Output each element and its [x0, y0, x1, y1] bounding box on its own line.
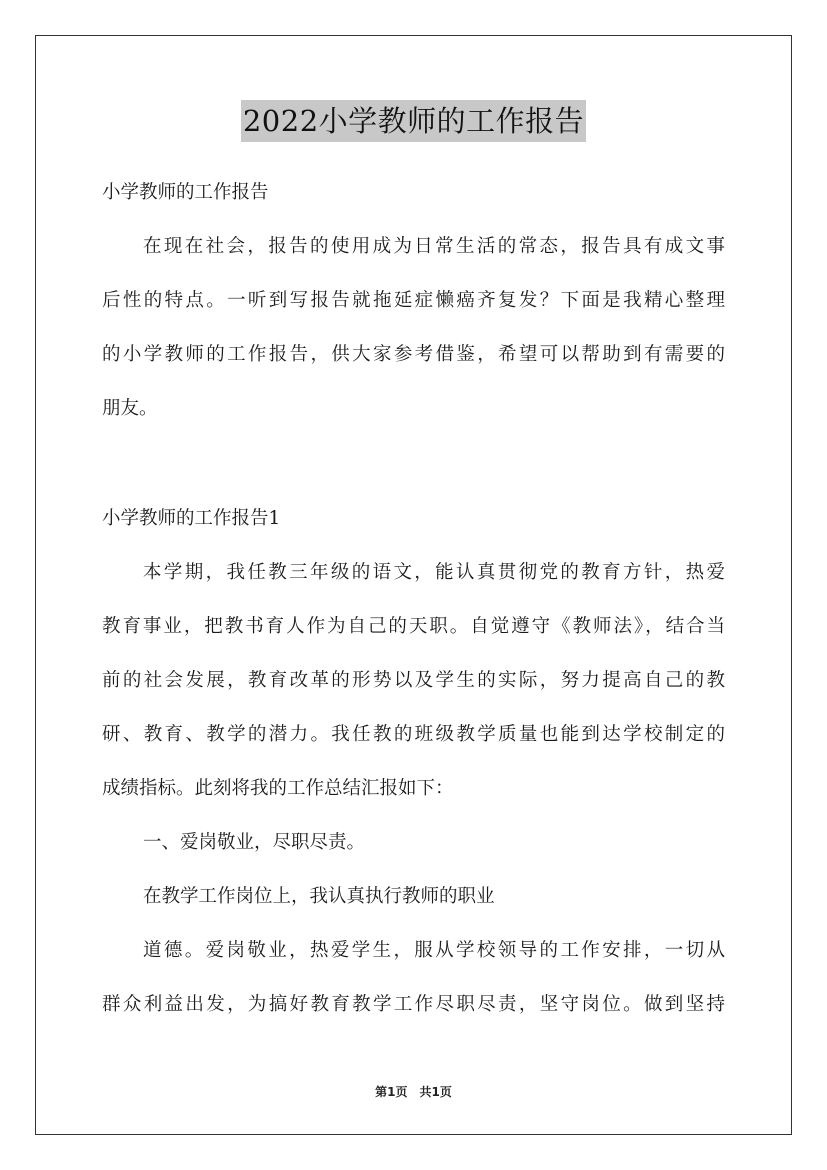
paragraph-line: 教育事业，把教书育人作为自己的天职。自觉遵守《教师法》，结合当 [102, 616, 725, 637]
paragraph-line: 朋友。 [102, 398, 158, 419]
paragraph-line: 群众利益出发，为搞好教育教学工作尽职尽责，坚守岗位。做到坚持 [102, 994, 725, 1015]
paragraph-line: 道德。爱岗敬业，热爱学生，服从学校领导的工作安排，一切从 [143, 940, 725, 961]
section-heading: 小学教师的工作报告1 [102, 508, 281, 529]
page-footer [0, 1084, 827, 1100]
paragraph-line: 研、教育、教学的潜力。我任教的班级教学质量也能到达学校制定的 [102, 724, 725, 745]
document-title: 2022小学教师的工作报告 [241, 100, 586, 142]
paragraph-line: 后性的特点。一听到写报告就拖延症懒癌齐复发？下面是我精心整理 [102, 290, 725, 311]
paragraph-line: 成绩指标。此刻将我的工作总结汇报如下： [102, 778, 454, 799]
subheading: 一、爱岗敬业，尽职尽责。 [143, 832, 366, 853]
paragraph-line: 在教学工作岗位上，我认真执行教师的职业 [143, 886, 495, 907]
paragraph-line: 在现在社会，报告的使用成为日常生活的常态，报告具有成文事 [143, 236, 725, 257]
page-number-label: 第1页 共1页 [375, 1085, 452, 1099]
paragraph-line: 本学期，我任教三年级的语文，能认真贯彻党的教育方针，热爱 [143, 562, 725, 583]
title-container [0, 100, 827, 142]
section-heading: 小学教师的工作报告 [102, 182, 269, 203]
paragraph-line: 前的社会发展，教育改革的形势以及学生的实际，努力提高自己的教 [102, 670, 725, 691]
paragraph-line: 的小学教师的工作报告，供大家参考借鉴，希望可以帮助到有需要的 [102, 344, 725, 365]
